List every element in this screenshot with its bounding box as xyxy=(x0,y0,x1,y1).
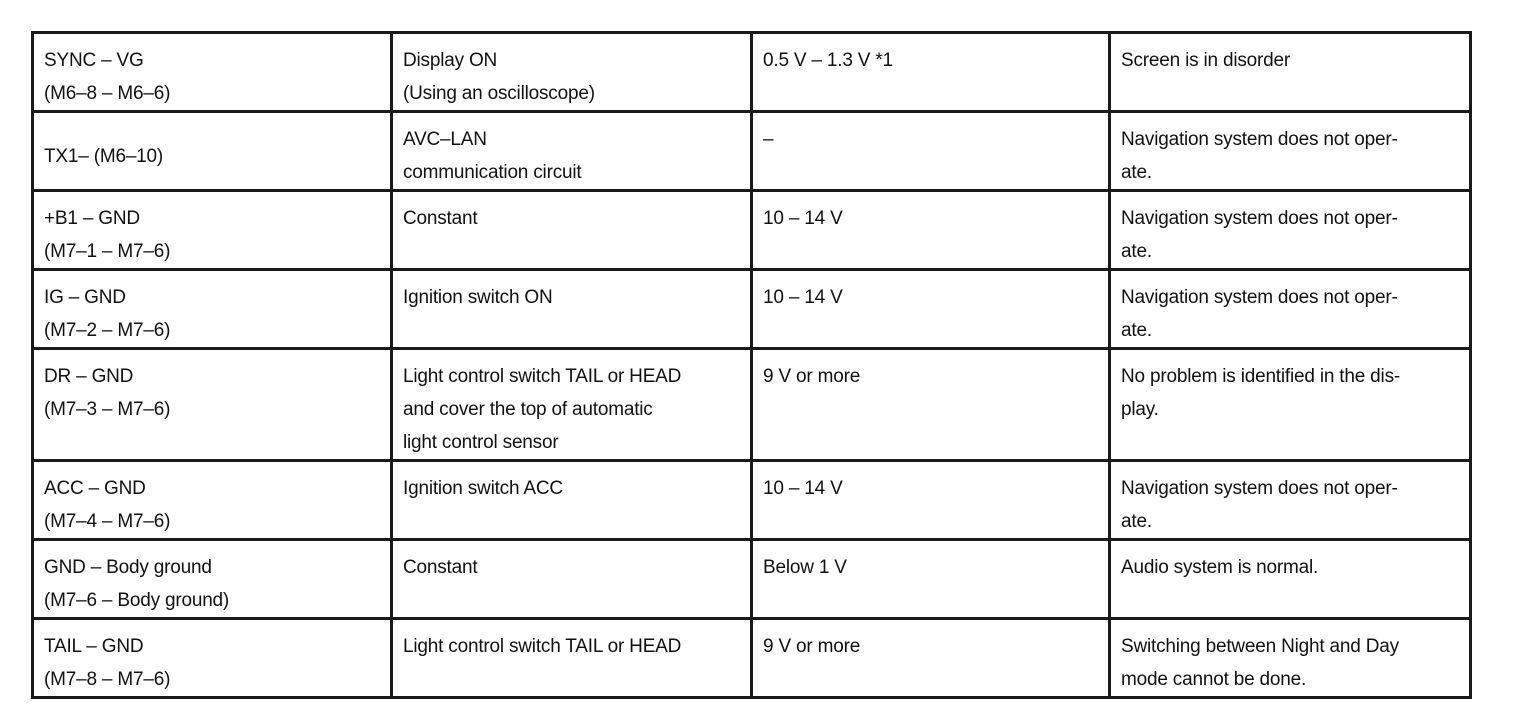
terminal-cell: SYNC – VG (M6–8 – M6–6) xyxy=(33,33,392,112)
symptom-cell: Audio system is normal. xyxy=(1110,540,1471,619)
table-row xyxy=(33,270,1471,349)
symptom-cell: No problem is identified in the dis- play. xyxy=(1110,349,1471,461)
terminal-cell: TX1– (M6–10) xyxy=(33,112,392,191)
table-row xyxy=(33,619,1471,698)
condition-cell: Ignition switch ACC xyxy=(392,461,752,540)
table-row xyxy=(33,112,1471,191)
symptom-cell: Navigation system does not oper- ate. xyxy=(1110,191,1471,270)
terminal-cell: DR – GND (M7–3 – M7–6) xyxy=(33,349,392,461)
terminal-cell: IG – GND (M7–2 – M7–6) xyxy=(33,270,392,349)
specified-value-cell: 10 – 14 V xyxy=(752,270,1110,349)
condition-cell: Ignition switch ON xyxy=(392,270,752,349)
table-row xyxy=(33,33,1471,112)
specified-value-cell: 9 V or more xyxy=(752,619,1110,698)
terminal-spec-table xyxy=(31,31,1472,699)
terminal-cell: +B1 – GND (M7–1 – M7–6) xyxy=(33,191,392,270)
specified-value-cell: 9 V or more xyxy=(752,349,1110,461)
terminal-spec-table-container xyxy=(31,31,1469,699)
symptom-cell: Navigation system does not oper- ate. xyxy=(1110,112,1471,191)
condition-cell: Light control switch TAIL or HEAD xyxy=(392,619,752,698)
specified-value-cell: 0.5 V – 1.3 V *1 xyxy=(752,33,1110,112)
condition-cell: Constant xyxy=(392,191,752,270)
terminal-cell: ACC – GND (M7–4 – M7–6) xyxy=(33,461,392,540)
table-row xyxy=(33,191,1471,270)
table-row xyxy=(33,540,1471,619)
specified-value-cell: Below 1 V xyxy=(752,540,1110,619)
symptom-cell: Navigation system does not oper- ate. xyxy=(1110,461,1471,540)
specified-value-cell: 10 – 14 V xyxy=(752,191,1110,270)
condition-cell: Light control switch TAIL or HEAD and cover the top of automatic light control sensor xyxy=(392,349,752,461)
condition-cell: Constant xyxy=(392,540,752,619)
specified-value-cell: – xyxy=(752,112,1110,191)
symptom-cell: Switching between Night and Day mode cannot be done. xyxy=(1110,619,1471,698)
condition-cell: Display ON (Using an oscilloscope) xyxy=(392,33,752,112)
terminal-cell: TAIL – GND (M7–8 – M7–6) xyxy=(33,619,392,698)
table-row xyxy=(33,349,1471,461)
symptom-cell: Navigation system does not oper- ate. xyxy=(1110,270,1471,349)
table-row xyxy=(33,461,1471,540)
terminal-cell: GND – Body ground (M7–6 – Body ground) xyxy=(33,540,392,619)
specified-value-cell: 10 – 14 V xyxy=(752,461,1110,540)
condition-cell: AVC–LAN communication circuit xyxy=(392,112,752,191)
symptom-cell: Screen is in disorder xyxy=(1110,33,1471,112)
